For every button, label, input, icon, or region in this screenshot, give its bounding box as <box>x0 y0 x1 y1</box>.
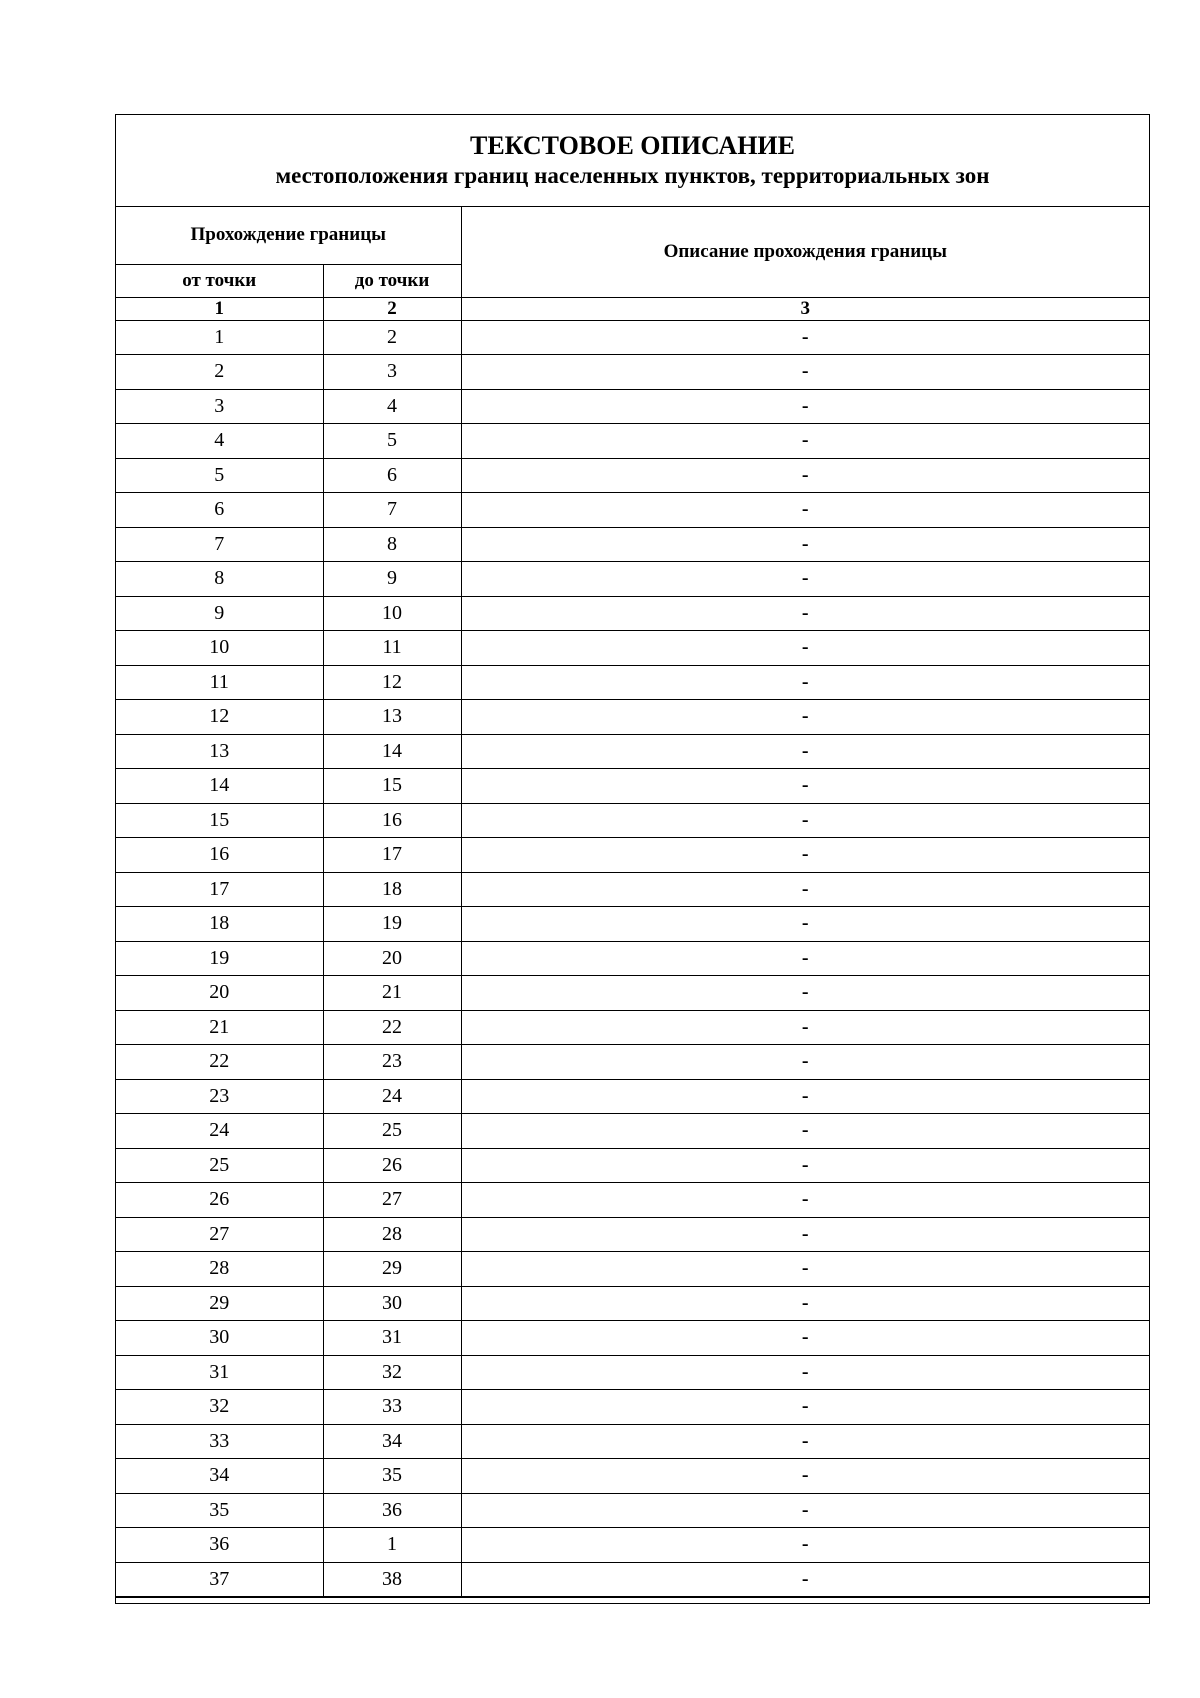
description-cell: - <box>461 941 1149 976</box>
description-cell: - <box>461 1286 1149 1321</box>
description-cell: - <box>461 389 1149 424</box>
to-point-cell: 8 <box>323 527 461 562</box>
to-point-cell: 29 <box>323 1252 461 1287</box>
to-point-cell: 24 <box>323 1079 461 1114</box>
from-point-cell: 22 <box>116 1045 323 1080</box>
from-point-cell: 23 <box>116 1079 323 1114</box>
from-point-cell: 4 <box>116 424 323 459</box>
description-cell: - <box>461 493 1149 528</box>
table-row <box>116 1148 1149 1183</box>
from-point-cell: 33 <box>116 1424 323 1459</box>
description-cell: - <box>461 631 1149 666</box>
to-point-cell: 3 <box>323 355 461 390</box>
description-cell: - <box>461 700 1149 735</box>
to-point-cell: 31 <box>323 1321 461 1356</box>
from-point-cell: 17 <box>116 872 323 907</box>
description-cell: - <box>461 596 1149 631</box>
to-point-cell: 20 <box>323 941 461 976</box>
description-cell: - <box>461 562 1149 597</box>
description-cell: - <box>461 976 1149 1011</box>
from-point-cell: 5 <box>116 458 323 493</box>
table-row <box>116 320 1149 355</box>
description-cell: - <box>461 424 1149 459</box>
table-row <box>116 527 1149 562</box>
table-row <box>116 424 1149 459</box>
to-point-cell: 27 <box>323 1183 461 1218</box>
to-point-cell: 16 <box>323 803 461 838</box>
table-body <box>116 320 1149 1597</box>
description-cell: - <box>461 1459 1149 1494</box>
description-cell: - <box>461 665 1149 700</box>
table-row <box>116 1355 1149 1390</box>
document-subtitle: местоположения границ населенных пунктов, территориальных зон <box>275 163 990 188</box>
from-point-cell: 31 <box>116 1355 323 1390</box>
from-point-cell: 7 <box>116 527 323 562</box>
to-point-cell: 18 <box>323 872 461 907</box>
table-row <box>116 631 1149 666</box>
table-row <box>116 596 1149 631</box>
description-cell: - <box>461 1424 1149 1459</box>
description-cell: - <box>461 803 1149 838</box>
from-point-cell: 16 <box>116 838 323 873</box>
description-cell: - <box>461 458 1149 493</box>
to-point-cell: 5 <box>323 424 461 459</box>
from-point-cell: 9 <box>116 596 323 631</box>
header-from-point: от точки <box>116 264 323 297</box>
to-point-cell: 35 <box>323 1459 461 1494</box>
to-point-cell: 7 <box>323 493 461 528</box>
description-cell: - <box>461 1528 1149 1563</box>
table-row <box>116 1493 1149 1528</box>
to-point-cell: 19 <box>323 907 461 942</box>
document-page <box>115 114 1150 1604</box>
table-row <box>116 458 1149 493</box>
table-row <box>116 769 1149 804</box>
from-point-cell: 19 <box>116 941 323 976</box>
to-point-cell: 33 <box>323 1390 461 1425</box>
to-point-cell: 14 <box>323 734 461 769</box>
table-row <box>116 1010 1149 1045</box>
header-passage: Прохождение границы <box>116 207 461 264</box>
table-row <box>116 1114 1149 1149</box>
from-point-cell: 18 <box>116 907 323 942</box>
table-row <box>116 1390 1149 1425</box>
description-cell: - <box>461 1010 1149 1045</box>
from-point-cell: 20 <box>116 976 323 1011</box>
to-point-cell: 26 <box>323 1148 461 1183</box>
table-row <box>116 872 1149 907</box>
to-point-cell: 17 <box>323 838 461 873</box>
description-cell: - <box>461 1252 1149 1287</box>
table-row <box>116 1183 1149 1218</box>
description-cell: - <box>461 872 1149 907</box>
description-cell: - <box>461 1079 1149 1114</box>
from-point-cell: 21 <box>116 1010 323 1045</box>
to-point-cell: 22 <box>323 1010 461 1045</box>
header-col-number: 2 <box>323 297 461 320</box>
description-cell: - <box>461 769 1149 804</box>
to-point-cell: 1 <box>323 1528 461 1563</box>
table-row <box>116 907 1149 942</box>
to-point-cell: 36 <box>323 1493 461 1528</box>
table-row <box>116 1321 1149 1356</box>
from-point-cell: 37 <box>116 1562 323 1597</box>
to-point-cell: 9 <box>323 562 461 597</box>
from-point-cell: 35 <box>116 1493 323 1528</box>
table-row <box>116 1045 1149 1080</box>
table-row <box>116 493 1149 528</box>
table-row <box>116 1562 1149 1597</box>
description-cell: - <box>461 907 1149 942</box>
to-point-cell: 21 <box>323 976 461 1011</box>
from-point-cell: 12 <box>116 700 323 735</box>
to-point-cell: 10 <box>323 596 461 631</box>
from-point-cell: 24 <box>116 1114 323 1149</box>
description-cell: - <box>461 1493 1149 1528</box>
from-point-cell: 30 <box>116 1321 323 1356</box>
description-cell: - <box>461 1045 1149 1080</box>
from-point-cell: 14 <box>116 769 323 804</box>
table-row <box>116 1528 1149 1563</box>
to-point-cell: 25 <box>323 1114 461 1149</box>
description-cell: - <box>461 1148 1149 1183</box>
table-row <box>116 1424 1149 1459</box>
from-point-cell: 3 <box>116 389 323 424</box>
from-point-cell: 10 <box>116 631 323 666</box>
table-row <box>116 355 1149 390</box>
to-point-cell: 38 <box>323 1562 461 1597</box>
table-row <box>116 734 1149 769</box>
from-point-cell: 26 <box>116 1183 323 1218</box>
from-point-cell: 29 <box>116 1286 323 1321</box>
to-point-cell: 28 <box>323 1217 461 1252</box>
description-cell: - <box>461 1562 1149 1597</box>
from-point-cell: 8 <box>116 562 323 597</box>
table-row <box>116 700 1149 735</box>
to-point-cell: 6 <box>323 458 461 493</box>
header-to-point: до точки <box>323 264 461 297</box>
table-row <box>116 1286 1149 1321</box>
to-point-cell: 4 <box>323 389 461 424</box>
document-title: ТЕКСТОВОЕ ОПИСАНИЕ <box>469 131 795 160</box>
from-point-cell: 32 <box>116 1390 323 1425</box>
table-row <box>116 665 1149 700</box>
from-point-cell: 25 <box>116 1148 323 1183</box>
table-row <box>116 976 1149 1011</box>
table-row <box>116 1252 1149 1287</box>
from-point-cell: 27 <box>116 1217 323 1252</box>
boundary-table <box>116 207 1149 1597</box>
to-point-cell: 34 <box>323 1424 461 1459</box>
description-cell: - <box>461 355 1149 390</box>
description-cell: - <box>461 527 1149 562</box>
table-row <box>116 389 1149 424</box>
from-point-cell: 34 <box>116 1459 323 1494</box>
description-cell: - <box>461 1183 1149 1218</box>
from-point-cell: 28 <box>116 1252 323 1287</box>
table-row <box>116 562 1149 597</box>
table-bottom-border <box>116 1597 1149 1602</box>
table-row <box>116 803 1149 838</box>
title-block <box>116 115 1149 207</box>
to-point-cell: 2 <box>323 320 461 355</box>
description-cell: - <box>461 838 1149 873</box>
table-row <box>116 1459 1149 1494</box>
from-point-cell: 1 <box>116 320 323 355</box>
from-point-cell: 13 <box>116 734 323 769</box>
description-cell: - <box>461 734 1149 769</box>
to-point-cell: 23 <box>323 1045 461 1080</box>
to-point-cell: 11 <box>323 631 461 666</box>
description-cell: - <box>461 1114 1149 1149</box>
table-row <box>116 1079 1149 1114</box>
to-point-cell: 32 <box>323 1355 461 1390</box>
from-point-cell: 6 <box>116 493 323 528</box>
description-cell: - <box>461 1217 1149 1252</box>
to-point-cell: 13 <box>323 700 461 735</box>
from-point-cell: 36 <box>116 1528 323 1563</box>
description-cell: - <box>461 1321 1149 1356</box>
description-cell: - <box>461 320 1149 355</box>
description-cell: - <box>461 1390 1149 1425</box>
header-col-number: 1 <box>116 297 323 320</box>
description-cell: - <box>461 1355 1149 1390</box>
table-row <box>116 838 1149 873</box>
table-row <box>116 941 1149 976</box>
header-col-number: 3 <box>461 297 1149 320</box>
table-row <box>116 1217 1149 1252</box>
from-point-cell: 15 <box>116 803 323 838</box>
to-point-cell: 12 <box>323 665 461 700</box>
from-point-cell: 11 <box>116 665 323 700</box>
to-point-cell: 15 <box>323 769 461 804</box>
to-point-cell: 30 <box>323 1286 461 1321</box>
header-description: Описание прохождения границы <box>461 207 1149 297</box>
from-point-cell: 2 <box>116 355 323 390</box>
